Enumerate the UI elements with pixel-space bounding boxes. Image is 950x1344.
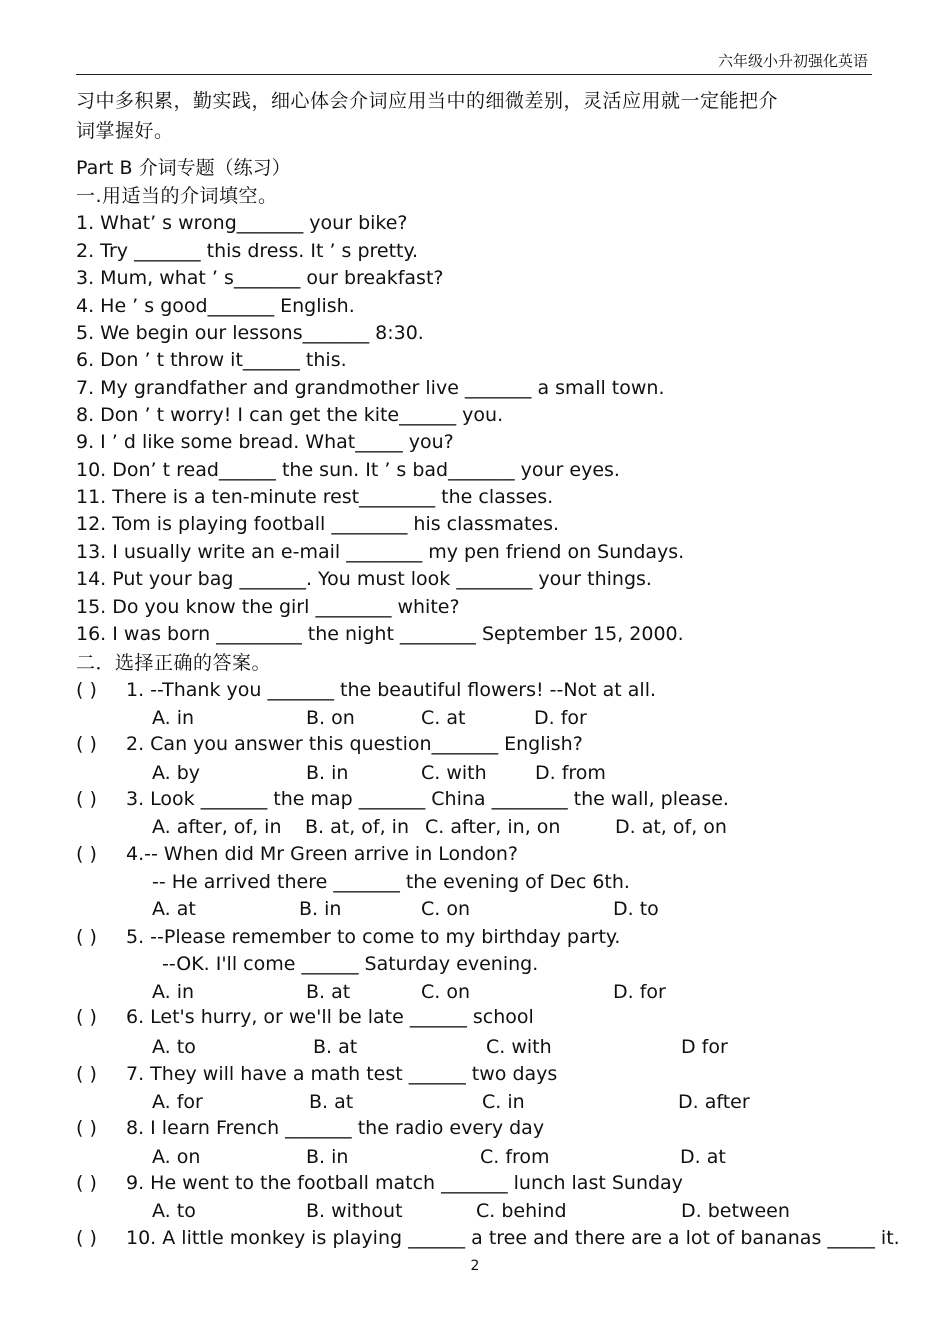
answer-bracket: ( ) [76, 1063, 97, 1085]
answer-option: A. at [152, 898, 196, 920]
fill-item: 9. I ’ d like some bread. What_____ you? [76, 431, 454, 453]
question-text: 3. Look _______ the map _______ China ________ the wall, please. [126, 788, 729, 810]
question-text: 2. Can you answer this question_______ English? [126, 733, 583, 755]
question-text: 8. I learn French _______ the radio every day [126, 1117, 545, 1139]
answer-option: C. on [421, 898, 471, 920]
fill-item: 5. We begin our lessons_______ 8:30. [76, 322, 424, 344]
question-continuation: --OK. I'll come ______ Saturday evening. [162, 953, 539, 975]
answer-option: C. on [421, 981, 471, 1003]
fill-item: 3. Mum, what ’ s_______ our breakfast? [76, 267, 444, 289]
answer-bracket: ( ) [76, 843, 97, 865]
answer-option: A. after, of, in [152, 816, 282, 838]
intro-line-1: 习中多积累，勤实践，细心体会介词应用当中的细微差别，灵活应用就一定能把介 [76, 90, 779, 112]
answer-option: D. to [613, 898, 659, 920]
answer-option: A. in [152, 707, 195, 729]
answer-option: D. for [613, 981, 666, 1003]
fill-item: 16. I was born _________ the night ________ September 15, 2000. [76, 623, 684, 645]
answer-bracket: ( ) [76, 926, 97, 948]
page-header: 六年级小升初强化英语 [717, 52, 868, 70]
answer-option: A. by [152, 762, 201, 784]
question-text: 10. A little monkey is playing ______ a tree and there are a lot of bananas _____ it. [126, 1227, 900, 1249]
answer-option: B. in [306, 1146, 349, 1168]
question-text: 4.-- When did Mr Green arrive in London? [126, 843, 519, 865]
fill-item: 6. Don ’ t throw it______ this. [76, 349, 347, 371]
fill-item: 7. My grandfather and grandmother live _______ a small town. [76, 377, 665, 399]
question-text: 5. --Please remember to come to my birthday party. [126, 926, 621, 948]
answer-option: C. in [482, 1091, 525, 1113]
section-1-title: 一.用适当的介词填空。 [76, 185, 278, 207]
fill-item: 4. He ’ s good_______ English. [76, 295, 355, 317]
fill-item: 8. Don ’ t worry! I can get the kite______ you. [76, 404, 504, 426]
answer-option: D. at, of, on [615, 816, 727, 838]
answer-option: D. between [681, 1200, 790, 1222]
answer-option: B. in [306, 762, 349, 784]
fill-item: 1. What’ s wrong_______ your bike? [76, 212, 408, 234]
answer-bracket: ( ) [76, 788, 97, 810]
answer-option: D for [681, 1036, 728, 1058]
answer-option: A. in [152, 981, 195, 1003]
answer-bracket: ( ) [76, 733, 97, 755]
answer-option: B. at, of, in [305, 816, 409, 838]
fill-item: 14. Put your bag _______. You must look ________ your things. [76, 568, 652, 590]
header-rule [76, 74, 872, 75]
intro-line-2: 词掌握好。 [76, 120, 174, 142]
part-b-title: Part B 介词专题（练习） [76, 157, 291, 179]
answer-option: B. at [313, 1036, 358, 1058]
question-text: 9. He went to the football match _______ lunch last Sunday [126, 1172, 683, 1194]
answer-option: B. without [306, 1200, 403, 1222]
answer-bracket: ( ) [76, 679, 97, 701]
answer-bracket: ( ) [76, 1117, 97, 1139]
fill-item: 11. There is a ten-minute rest________ the classes. [76, 486, 554, 508]
answer-option: C. at [421, 707, 466, 729]
fill-item: 2. Try _______ this dress. It ’ s pretty. [76, 240, 419, 262]
answer-option: D. from [535, 762, 606, 784]
answer-option: C. behind [476, 1200, 567, 1222]
answer-option: B. at [306, 981, 351, 1003]
answer-option: A. to [152, 1036, 196, 1058]
fill-item: 13. I usually write an e-mail ________ my pen friend on Sundays. [76, 541, 685, 563]
question-text: 7. They will have a math test ______ two days [126, 1063, 558, 1085]
answer-option: B. on [306, 707, 355, 729]
answer-option: C. after, in, on [425, 816, 561, 838]
question-text: 1. --Thank you _______ the beautiful flowers! --Not at all. [126, 679, 657, 701]
answer-option: C. from [480, 1146, 550, 1168]
answer-bracket: ( ) [76, 1172, 97, 1194]
answer-option: B. in [299, 898, 342, 920]
fill-item: 15. Do you know the girl ________ white? [76, 596, 460, 618]
answer-bracket: ( ) [76, 1227, 97, 1249]
answer-option: D. for [534, 707, 587, 729]
answer-option: A. on [152, 1146, 201, 1168]
question-continuation: -- He arrived there _______ the evening of Dec 6th. [152, 871, 630, 893]
answer-option: C. with [421, 762, 487, 784]
answer-option: B. at [309, 1091, 354, 1113]
page-number: 2 [470, 1258, 480, 1274]
fill-item: 10. Don’ t read______ the sun. It ’ s bad_______ your eyes. [76, 459, 620, 481]
fill-item: 12. Tom is playing football ________ his classmates. [76, 513, 560, 535]
answer-option: C. with [486, 1036, 552, 1058]
section-2-title: 二．选择正确的答案。 [76, 652, 272, 674]
answer-option: D. at [680, 1146, 726, 1168]
answer-option: A. to [152, 1200, 196, 1222]
answer-option: A. for [152, 1091, 203, 1113]
answer-option: D. after [678, 1091, 750, 1113]
answer-bracket: ( ) [76, 1006, 97, 1028]
question-text: 6. Let's hurry, or we'll be late ______ school [126, 1006, 534, 1028]
